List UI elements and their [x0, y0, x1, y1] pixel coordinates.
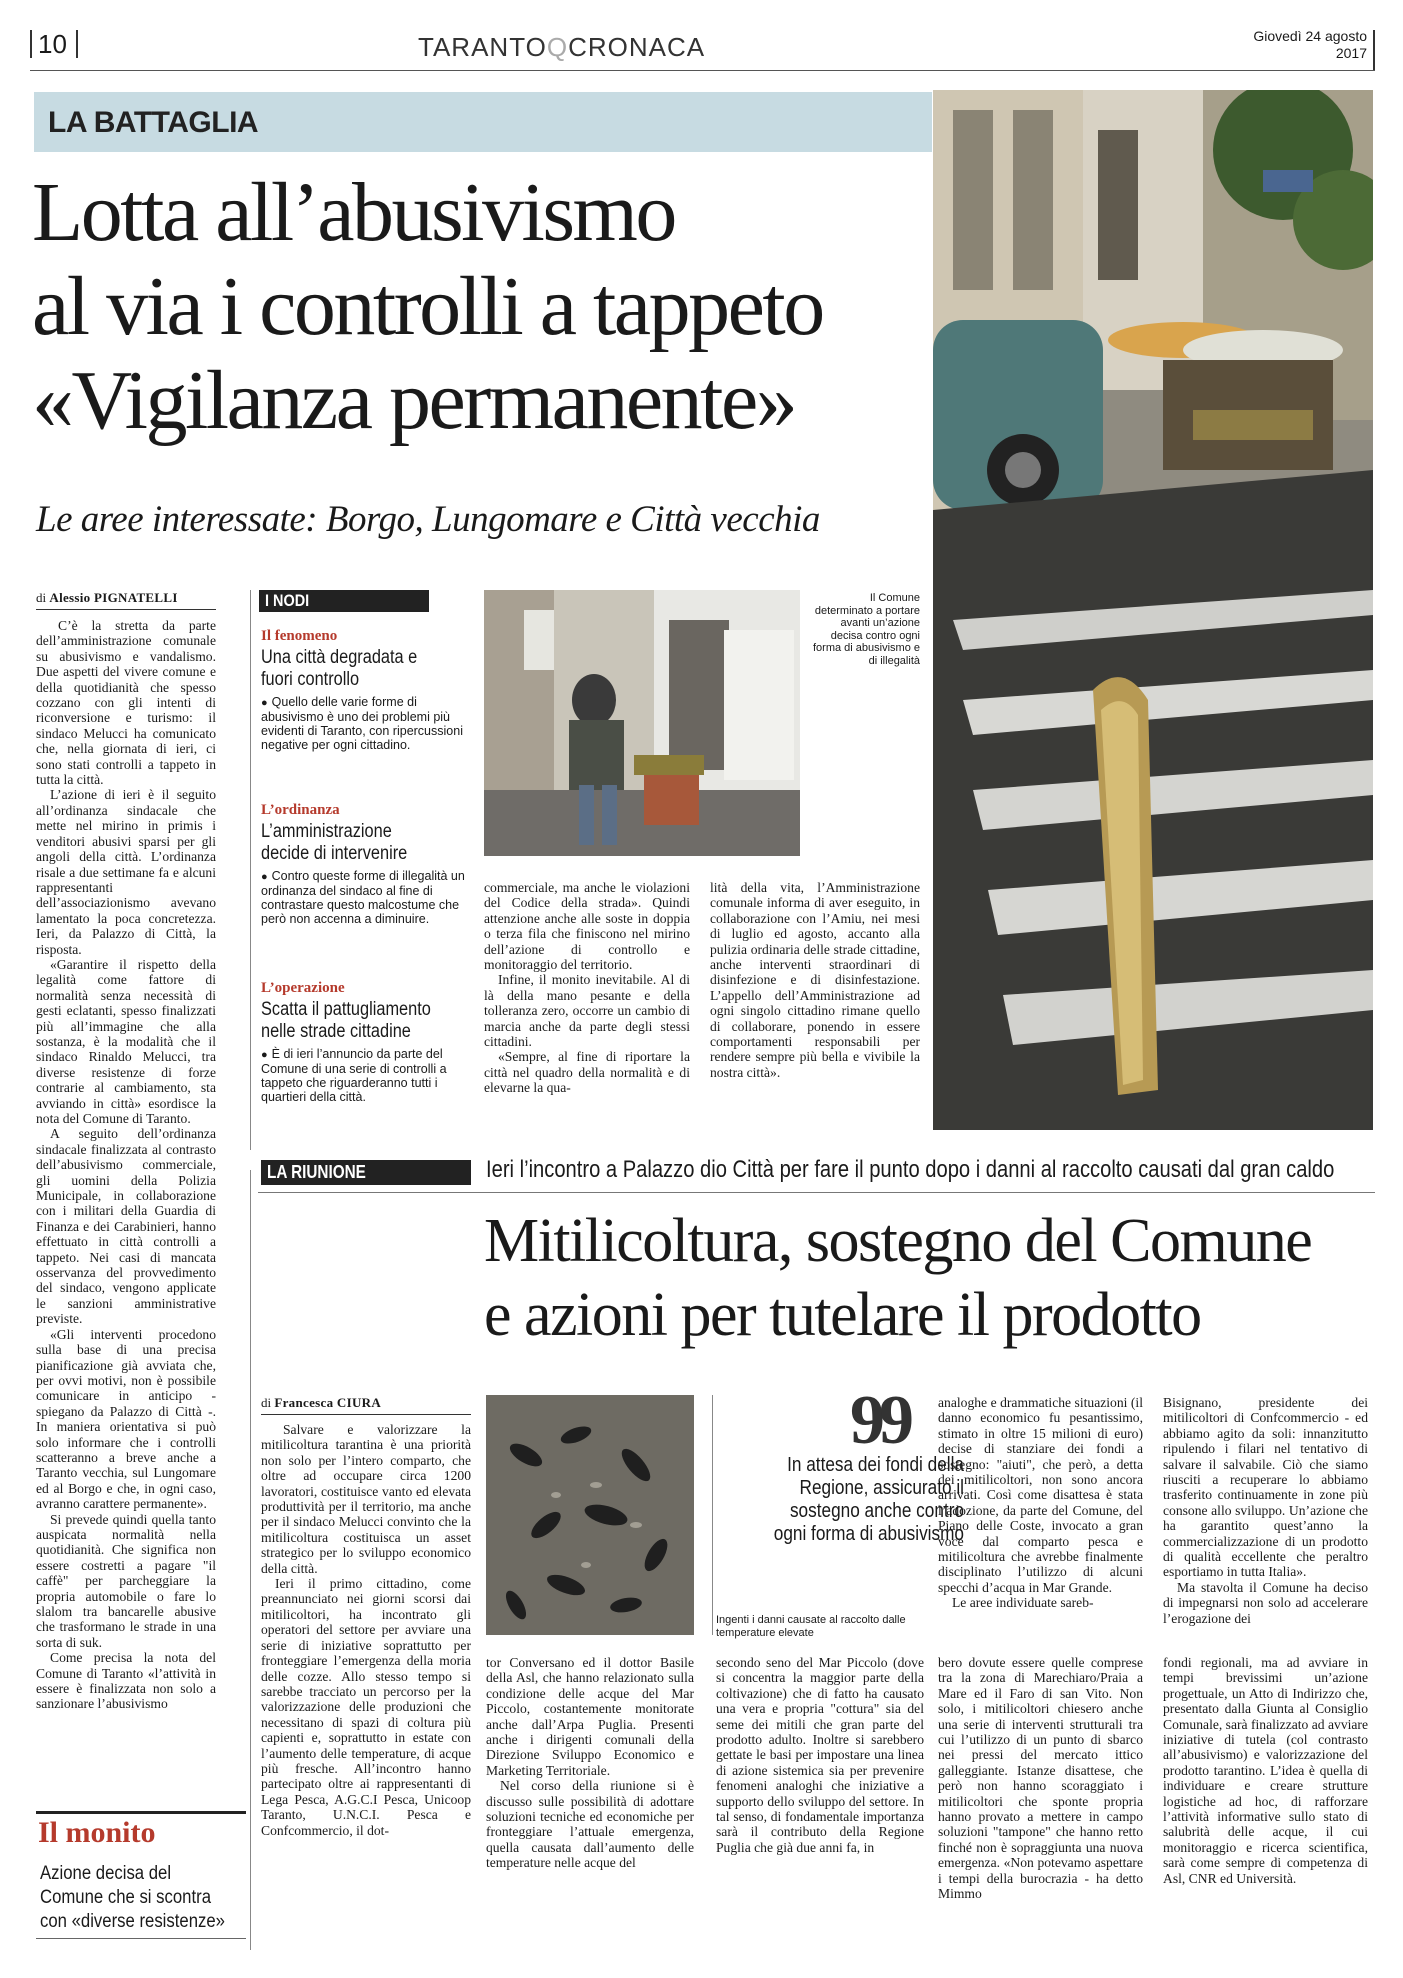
article-2-paragraph: Nel corso della riunione si è discusso sulle possibilità di adottare soluzioni tecniche ed economiche per fronteggiare l’attuale emergenza, quella causata dall’aumento delle temperature nelle acque del [486, 1778, 694, 1871]
article-1-paragraph: commerciale, ma anche le violazioni del Codice della strada». Quindi attenzione anche alle soste in doppia o terza fila che finiscono nel mirino dell’azione di controllo e monitoraggio del territorio. [484, 880, 690, 973]
article-2-paragraph: bero dovute essere quelle comprese tra la zona di Marechiaro/Praia a Mare ed il Faro di san Vito. Non solo, i mitilicoltori chiesero anche una serie di interventi strutturali tra cui l’utilizzo di un punto di sbarco nei pressi del mercato ittico galleggiante. Istanze disattese, che però non hanno scoraggiato i mitilicoltori che sponte propria hanno provato a mettere in campo soluzioni "tampone" che hanno retto finché non è sopraggiunta una nuova emergenza. «Non potevamo aspettare i tempi della burocrazia - ha detto Mimmo [938, 1655, 1143, 1902]
mussels-photo-illustration [486, 1395, 694, 1635]
headline-2 [484, 1204, 1374, 1352]
byline-2-prefix: di [261, 1395, 272, 1410]
nodi-item [261, 980, 471, 1104]
article-2-col-e2 [1163, 1655, 1368, 1886]
article-2-paragraph: Ieri il primo cittadino, come preannunciato nei giorni scorsi dai mitilicoltori, ha incontrato gli operatori del settore per avviare una serie di iniziative soprattutto per fronteggiare l’emergenza della moria delle cozze. Allo stesso tempo si sarebbe tracciato un percorso per la valorizzazione delle produzioni che necessitano di spazi di coltura più capienti e, soprattutto in estate con l’aumento delle temperature, di acque più fresche. All’incontro hanno partecipato oltre ai rappresentanti di Lega Pesca, A.G.C.I Pesca, Unicoop Taranto, U.N.C.I. Pesca e Confcommercio, il dot- [261, 1576, 471, 1838]
vendor-photo [484, 590, 800, 856]
article-2-paragraph: Salvare e valorizzare la mitilicoltura tarantina è una priorità non solo per l’intero comparto, che oltre ad occupare circa 1200 lavoratori, costituisce vanto ed elevata produttività per il territorio, ma anche per il sindaco Melucci convinto che la mitilicoltura costituisca un asset strategico per lo sviluppo economico della città. [261, 1422, 471, 1576]
article-2-paragraph: Ma stavolta il Comune ha deciso di impegnarsi non solo ad accelerare l’erogazione dei [1163, 1579, 1368, 1626]
nodi-kicker: L’operazione [261, 980, 345, 996]
article-1-paragraph: Come precisa la nota del Comune di Taranto «l’attività in essere è finalizzata non solo a sanzionare l’abusivismo [36, 1650, 216, 1712]
article-1-paragraph: «Sempre, al fine di riportare la città nel quadro della normalità e di elevarne la qua- [484, 1049, 690, 1096]
nodi-item [261, 628, 471, 802]
article-1-col-1 [36, 618, 216, 1712]
riunione-bar [261, 1160, 471, 1185]
article-1-paragraph: L’azione di ieri è il seguito all’ordinanza sindacale che mette nel mirino in primis i venditori abusivi sparsi per gli angoli della città. L’ordinanza risale a due settimane fa e alcuni rappresentanti dell’associazionismo avevano lamentato la poca concretezza. Ieri, da Palazzo di Città, la risposta. [36, 787, 216, 957]
photo-caption-2: Ingenti i danni causate al raccolto dalle temperature elevate [716, 1614, 906, 1639]
article-2-paragraph: Le aree individuate sareb- [952, 1595, 1094, 1611]
article-2-paragraph: Bisignano, presidente dei mitilicoltori di Confcommercio - ed abbiamo agito da soli: innanzitutto ripulendo i filari nel tentativo di salvare il salvabile. Ciò che siamo riusciti a recuperare lo abbiamo trasferito continuamente in zone più consone allo sviluppo. Un’azione che ha garantito quest’anno la commercializzazione di un prodotto di qualità eccellente che peraltro esportiamo in tutta Italia». [1163, 1395, 1368, 1580]
byline-1-name: Alessio PIGNATELLI [49, 590, 178, 605]
article-1-paragraph: «Gli interventi procedono sulla base di una precisa pianificazione già avviata che, per ovvi motivi, non è possibile comunicare in anticipo - spiegano da Palazzo di Città -. In maniera orientativa si può solo informare che i controlli scatteranno a breve anche a Taranto vecchia, sul Lungomare ed al Borgo e che, in ogni caso, avranno carattere permanente». [36, 1326, 216, 1512]
article-1-paragraph: Si prevede quindi quella tanto auspicata normalità nella quotidianità. Che significa non essere costretti a pagare "il caffè" per parcheggiare la propria automobile o fare lo slalom tra bancarelle abusive che trasformano le strade in una sorta di suk. [36, 1511, 216, 1650]
page-number: 10 [38, 29, 67, 59]
article-1-paragraph: Infine, il monito inevitabile. Al di là della mano pesante e della tolleranza zero, occorre un cambio di marcia anche da parte degli stessi cittadini. [484, 972, 690, 1050]
article-2-col-d1 [938, 1395, 1143, 1611]
masthead-right: CRONACA [568, 32, 706, 62]
street-photo [933, 90, 1373, 1130]
byline-1 [36, 590, 216, 606]
masthead-mark: Q [546, 32, 569, 62]
article-2-paragraph: secondo seno del Mar Piccolo (dove si concentra la maggior parte della coltivazione) che di fatto ha causato una vera e propria "cottura" sia del seme dei mitili che gran parte del prodotto adulto. Inoltre si sarebbero gettate le basi per impostare una linea di azione sistemica sia per prevenire fenomeni analoghi che iniziative a supporto dello sviluppo del settore. In tal senso, di fondamentale importanza sarà il contributo della Regione Puglia che già due anni fa, in [716, 1655, 924, 1855]
street-photo-illustration [933, 90, 1373, 1130]
nodi-head: Una città degradata e fuori controllo [261, 647, 418, 690]
nodi-kicker: Il fenomeno [261, 628, 338, 644]
riunione-label: LA RIUNIONE [267, 1162, 366, 1182]
nodi-head: L’amministrazione decide di intervenire [261, 821, 408, 864]
article-2-col-b [486, 1655, 694, 1871]
byline-1-prefix: di [36, 590, 47, 605]
date-year: 2017 [1335, 45, 1367, 61]
headline-2-line-2: e azioni per tutelare il prodotto [484, 1281, 1201, 1349]
riunione-kicker: Ieri l’incontro a Palazzo dio Città per fare il punto dopo i danni al raccolto causati dal gran caldo [486, 1156, 1335, 1183]
article-1-paragraph: A seguito dell’ordinanza sindacale finalizzata al contrasto dell’abusivismo commerciale, gli uomini della Polizia Municipale, in collaborazione con i militari della Guardia di Finanza e dei Carabinieri, hanno effettuato in città controlli a tappeto. Nei casi di mancata osservanza del provvedimento del sindaco, vengono applicate le sanzioni amministrative previste. [36, 1126, 216, 1327]
article-2-paragraph: fondi regionali, ma ad avviare in tempi brevissimi un’azione progettuale, un Atto di Indirizzo che, presentato dalla Giunta al Consiglio Comunale, sarà finalizzato ad avviare iniziative di tutela (col contrasto all’abusivismo) e valorizzazione del prodotto tarantino. L’idea è quella di individuare e creare strutture logistiche ad hoc, di rafforzare l’attività informative sullo stato di salubrità delle acque, il cui monitoraggio e ricerca scientifica, sarà come sempre di competenza di Asl, CNR ed Università. [1163, 1655, 1368, 1886]
nodi-head: Scatta il pattugliamento nelle strade cittadine [261, 999, 431, 1042]
byline-2 [261, 1395, 471, 1411]
masthead [418, 32, 705, 63]
nodi-list [261, 628, 471, 1104]
nodi-text: ● Quello delle varie forme di abusivismo è uno dei problemi più evidenti di Taranto, con ripercussioni negative per ogni cittadino. [261, 695, 471, 752]
headline-line-2: al via i controlli a tappeto [32, 260, 823, 353]
nodi-text: ● Contro queste forme di illegalità un ordinanza del sindaco al fine di contrastare questo malcostume che però non accenna a diminuire. [261, 869, 471, 926]
subheadline: Le aree interessate: Borgo, Lungomare e Città vecchia [36, 499, 820, 540]
article-2-col-c [716, 1655, 924, 1855]
header [30, 30, 1375, 74]
monito-text: Azione decisa del Comune che si scontra con «diverse resistenze» [40, 1863, 225, 1932]
article-2-col-e1 [1163, 1395, 1368, 1626]
headline-line-3: «Vigilanza permanente» [32, 354, 796, 447]
quote-mark-icon: 99 [850, 1382, 908, 1459]
article-1-col-3b [710, 880, 920, 1080]
nodi-title: I NODI [265, 591, 310, 610]
pull-quote: In attesa dei fondi della Regione, assicurato il sostegno anche contro ogni forma di abusivismo [773, 1454, 964, 1545]
date-day: Giovedì 24 agosto [1253, 28, 1367, 44]
article-1-paragraph: C’è la stretta da parte dell’amministrazione comunale su abusivismo e vandalismo. Due aspetti del vivere comune e della quotidianità che spesso cozzano con gli intenti di riconversione e turismo: il sindaco Melucci ha comunicato che, nella giornata di ieri, ci sono stati controlli a tappeto in tutta la città. [36, 618, 216, 788]
article-2-col-a [261, 1422, 471, 1838]
nodi-text: ● È di ieri l’annuncio da parte del Comune di una serie di controlli a tappeto che riguarderanno tutti i quartieri della città. [261, 1047, 471, 1104]
date [1253, 28, 1367, 62]
section-bar [34, 92, 932, 152]
byline-2-name: Francesca CIURA [274, 1395, 382, 1410]
headline-line-1: Lotta all’abusivismo [32, 166, 675, 259]
article-1-paragraph: lità della vita, l’Amministrazione comunale informa di aver eseguito, in collaborazione con l’Amiu, nei mesi di luglio ed agosto, accanto alla pulizia ordinaria delle strade cittadine, anche interventi straordinari di disinfezione e di disinfestazione. L’appello dell’Amministrazione ad ogni singolo cittadino rimane quello di collaborare, ponendo in essere comportamenti responsabili per rendere sempre più bella e vivibile la nostra città». [710, 880, 920, 1080]
mussels-photo [486, 1395, 694, 1635]
vendor-photo-illustration [484, 590, 800, 856]
monito-title: Il monito [38, 1816, 156, 1849]
article-2-col-d2 [938, 1655, 1143, 1902]
article-2-paragraph: analoghe e drammatiche situazioni (il danno economico fu pesantissimo, stimato in oltre 15 milioni di euro) decise di stanziare dei fondi a sostegno: "aiuti", che però, a detta dei mitilicoltori, non sono ancora arrivati. Così come disattesa è stata l’adozione, da parte del Comune, del Piano delle Coste, invocato a gran voce dal comparto pesca e mitilicoltura che avrebbe finalmente disciplinato l’utilizzo di alcuni specchi d’acqua in Mar Grande. [938, 1395, 1143, 1595]
headline [32, 166, 932, 448]
masthead-left: TARANTO [418, 32, 547, 62]
article-1-col-3a [484, 880, 690, 1096]
nodi-kicker: L’ordinanza [261, 802, 340, 818]
photo-caption-1: Il Comune determinato a portare avanti un’azione decisa contro ogni forma di abusivismo e di illegalità [813, 592, 920, 667]
nodi-item [261, 802, 471, 980]
headline-2-line-1: Mitilicoltura, sostegno del Comune [484, 1207, 1312, 1275]
nodi-bar [259, 590, 429, 612]
section-label: LA BATTAGLIA [48, 106, 259, 139]
article-1-paragraph: «Garantire il rispetto della legalità come fattore di normalità senza necessità di gesti eclatanti, spesso finalizzati più all’immagine che alla sostanza, è la modalità che il sindaco Rinaldo Melucci, tra diverse resistenze di forze contrarie al cambiamento, sta avviando in città» esordisce la nota del Comune di Taranto. [36, 956, 216, 1126]
article-2-paragraph: tor Conversano ed il dottor Basile della Asl, che hanno relazionato sulla condizione delle acque del Mar Piccolo, costantemente monitorate anche dall’Arpa Puglia. Presenti anche i dirigenti comunali della Direzione Sviluppo Economico e Marketing Territoriale. [486, 1655, 694, 1778]
